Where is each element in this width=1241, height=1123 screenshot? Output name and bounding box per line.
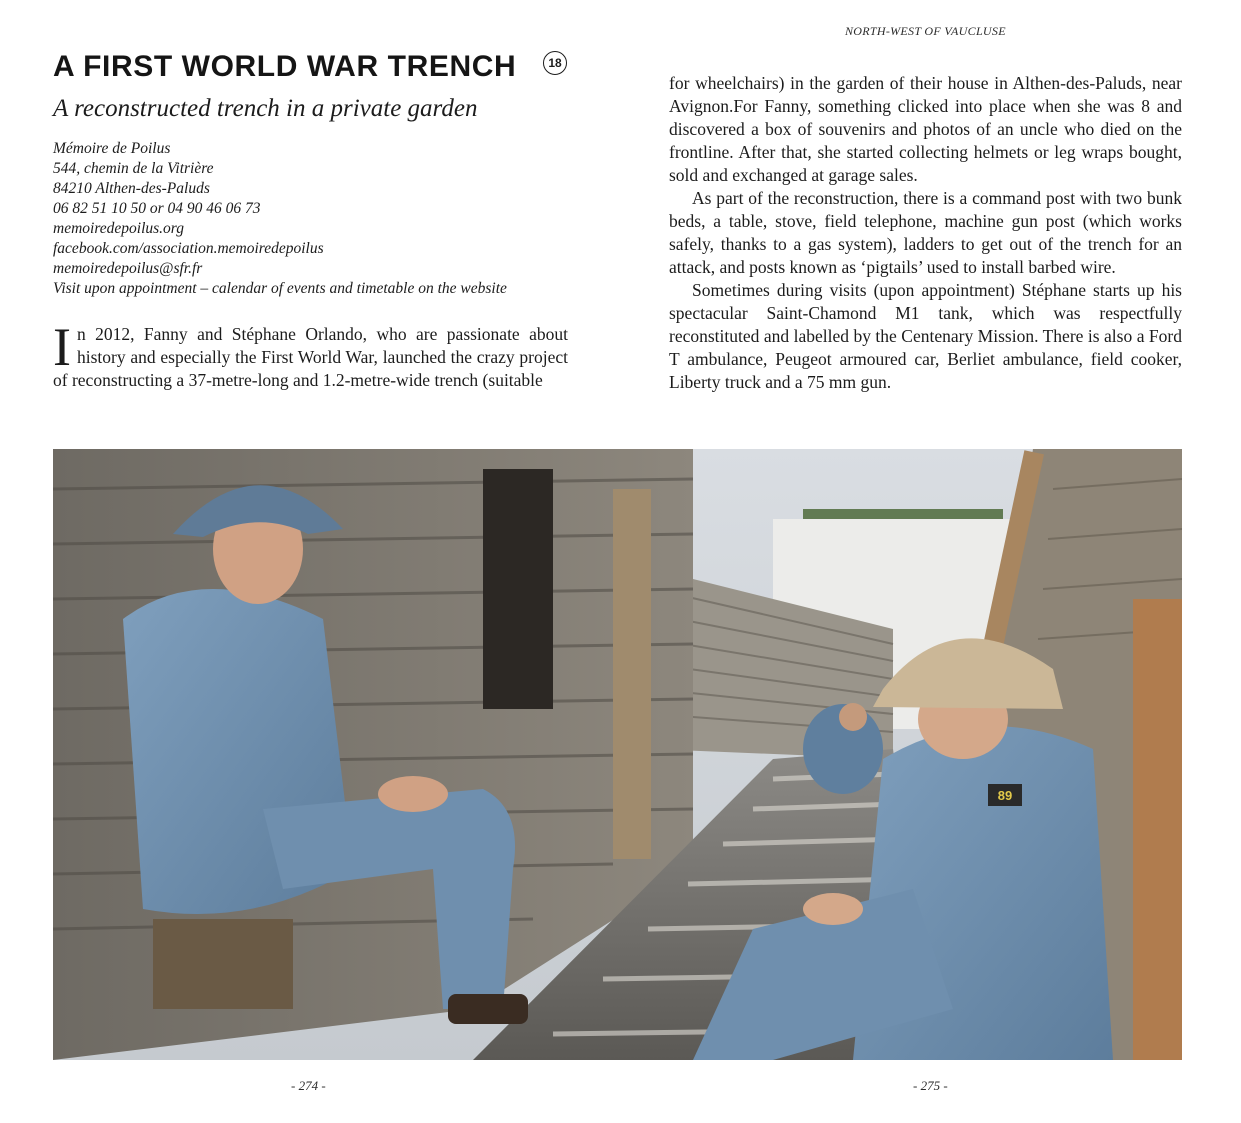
paragraph-2: As part of the reconstruction, there is a command post with two bunk beds, a table, stove, field telephone, machine gun post (which works safely, thanks to a gas system), ladders to get out of the trench for an attack, and posts known as ‘pigtails’ used to install barbed wire. [669,188,1182,277]
drop-cap: I [53,317,71,377]
page-title: A FIRST WORLD WAR TRENCH [53,50,517,83]
info-facebook: facebook.com/association.memoiredepoilus [53,240,324,257]
right-soldier-hands [803,893,863,925]
info-phone: 06 82 51 10 50 or 04 90 46 06 73 [53,200,261,217]
left-soldier-boot [448,994,528,1024]
entry-number-badge: 18 [543,51,567,75]
info-address-line1: 544, chemin de la Vitrière [53,160,214,177]
page-subtitle: A reconstructed trench in a private garden [53,95,478,122]
info-website: memoiredepoilus.org [53,220,185,237]
paragraph-1-start [53,317,568,392]
practical-info [53,139,573,299]
body-column-right [669,72,1182,394]
page-number-right: - 275 - [913,1078,948,1093]
page-number-left: - 274 - [291,1078,326,1093]
info-address-line2: 84210 Althen-des-Paluds [53,180,210,197]
wooden-crate [153,919,293,1009]
info-email: memoiredepoilus@sfr.fr [53,260,203,277]
info-name: Mémoire de Poilus [53,140,171,157]
paragraph-1-continued: for wheelchairs) in the garden of their house in Althen-des-Paluds, near Avignon.For Fanny, something clicked into place when she was 8 and discovered a box of souvenirs and photos of an uncle who died on the frontline. After that, she started collecting helmets or leg wraps bought, sold and exchanged at garage sales. [669,73,1182,185]
trench-photo [53,449,1182,1060]
dugout-doorway [483,469,553,709]
collar-badge-number: 89 [997,788,1013,803]
body-column-left [53,317,568,392]
trench-photo-illustration [53,449,1182,1060]
paragraph-3: Sometimes during visits (upon appointment) Stéphane starts up his spectacular Saint-Chamond M1 tank, which was respectfully reconstituted and labelled by the Centenary Mission. There is also a Ford T ambulance, Peugeot armoured car, Berliet ambulance, field cooker, Liberty truck and a 75 mm gun. [669,280,1182,392]
background-soldier-head [839,703,867,731]
info-visit: Visit upon appointment – calendar of events and timetable on the website [53,280,507,297]
wooden-post-right [1133,599,1182,1060]
paragraph-1-left-text: n 2012, Fanny and Stéphane Orlando, who are passionate about history and especially the First World War, launched the crazy project of reconstructing a 37-metre-long and 1.2-metre-wide trench (suitable [53,324,568,390]
door-post [613,489,651,859]
running-head: NORTH-WEST OF VAUCLUSE [845,24,1006,38]
left-soldier-hands [378,776,448,812]
